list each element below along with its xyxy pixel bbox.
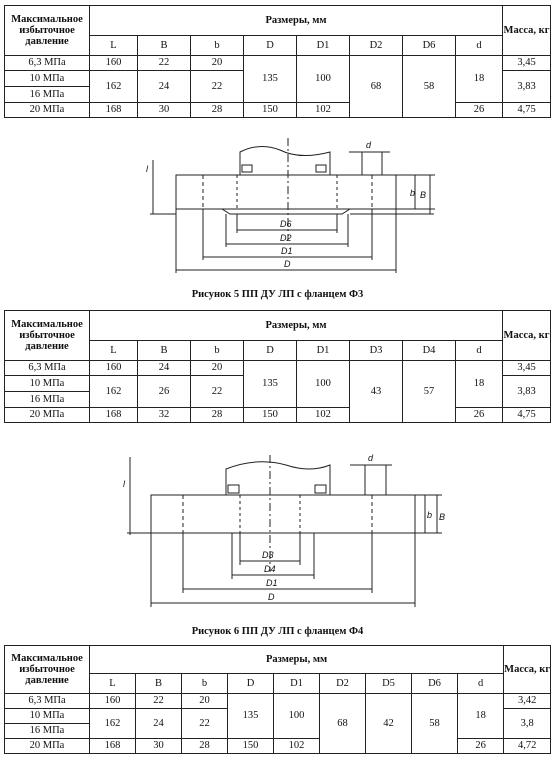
header-dims: Размеры, мм xyxy=(90,6,503,36)
cell-mass: 3,42 xyxy=(504,694,551,709)
cell: 43 xyxy=(350,361,403,423)
header-dims: Размеры, мм xyxy=(90,311,503,341)
dim-inner2: D4 xyxy=(264,564,276,574)
cell: 42 xyxy=(366,694,412,754)
col-header: D2 xyxy=(320,674,366,694)
cell: 24 xyxy=(138,361,191,376)
cell: 30 xyxy=(138,103,191,118)
cell: 22 xyxy=(138,56,191,71)
header-mass: Масса, кг xyxy=(503,6,551,56)
cell: 150 xyxy=(244,103,297,118)
cell: 68 xyxy=(350,56,403,118)
cell: 20 xyxy=(182,694,228,709)
col-header: D2 xyxy=(350,36,403,56)
dim-l: l xyxy=(146,164,148,174)
cell: 162 xyxy=(90,376,138,408)
dim-B: B xyxy=(439,512,446,522)
cell-pressure: 16 МПа xyxy=(5,87,90,103)
cell: 24 xyxy=(136,709,182,739)
col-header: L xyxy=(90,341,138,361)
spec-table-3 xyxy=(4,645,551,754)
cell-mass: 3,83 xyxy=(503,71,551,103)
col-header: D xyxy=(244,36,297,56)
spec-table-1 xyxy=(4,5,551,118)
cell-mass: 3,45 xyxy=(503,56,551,71)
cell-pressure: 10 МПа xyxy=(5,376,90,392)
col-header: D3 xyxy=(350,341,403,361)
col-header: D xyxy=(228,674,274,694)
dim-d: d xyxy=(368,453,374,463)
cell-mass: 4,75 xyxy=(503,103,551,118)
dim-d: d xyxy=(366,140,372,150)
cell-mass: 4,75 xyxy=(503,408,551,423)
dim-b: b xyxy=(427,510,433,520)
col-header: b xyxy=(182,674,228,694)
cell-mass: 3,8 xyxy=(504,709,551,739)
cell: 135 xyxy=(244,361,297,408)
cell: 102 xyxy=(274,739,320,754)
cell: 57 xyxy=(403,361,456,423)
col-header: B xyxy=(136,674,182,694)
dim-outer: D xyxy=(268,592,275,602)
cell: 26 xyxy=(456,103,503,118)
cell: 20 xyxy=(191,361,244,376)
cell-pressure: 10 МПа xyxy=(5,71,90,87)
cell: 22 xyxy=(191,71,244,103)
col-header: L xyxy=(90,674,136,694)
header-pressure: Максимальное избыточное давление xyxy=(5,6,90,56)
cell: 26 xyxy=(138,376,191,408)
figure-caption-2: Рисунок 6 ПП ДУ ЛП с фланцем Ф4 xyxy=(191,626,364,637)
cell-pressure: 10 МПа xyxy=(5,709,90,724)
col-header: D1 xyxy=(297,341,350,361)
cell: 168 xyxy=(90,408,138,423)
col-header: D1 xyxy=(297,36,350,56)
col-header: b xyxy=(191,341,244,361)
col-header: D6 xyxy=(403,36,456,56)
cell: 135 xyxy=(244,56,297,103)
dim-b: b xyxy=(410,188,416,198)
cell-pressure: 20 МПа xyxy=(5,103,90,118)
cell: 135 xyxy=(228,694,274,739)
cell: 30 xyxy=(136,739,182,754)
cell: 28 xyxy=(191,408,244,423)
cell: 168 xyxy=(90,739,136,754)
col-header: b xyxy=(191,36,244,56)
cell-pressure: 16 МПа xyxy=(5,724,90,739)
col-header: D xyxy=(244,341,297,361)
col-header: D1 xyxy=(274,674,320,694)
cell-pressure: 20 МПа xyxy=(5,739,90,754)
cell: 32 xyxy=(138,408,191,423)
cell: 18 xyxy=(458,694,504,739)
cell: 168 xyxy=(90,103,138,118)
col-header: B xyxy=(138,341,191,361)
cell: 18 xyxy=(456,56,503,103)
cell: 22 xyxy=(182,709,228,739)
cell: 26 xyxy=(456,408,503,423)
cell: 58 xyxy=(412,694,458,754)
cell: 68 xyxy=(320,694,366,754)
col-header: B xyxy=(138,36,191,56)
cell: 160 xyxy=(90,56,138,71)
spec-table-2 xyxy=(4,310,551,423)
header-pressure: Максимальное избыточное давление xyxy=(5,311,90,361)
col-header: D5 xyxy=(366,674,412,694)
dim-B: B xyxy=(420,190,427,200)
dim-inner1: D3 xyxy=(262,550,274,560)
cell-mass: 3,83 xyxy=(503,376,551,408)
cell: 24 xyxy=(138,71,191,103)
cell-pressure: 6,3 МПа xyxy=(5,694,90,709)
cell: 162 xyxy=(90,709,136,739)
cell: 100 xyxy=(297,56,350,103)
cell-pressure: 20 МПа xyxy=(5,408,90,423)
cell: 162 xyxy=(90,71,138,103)
col-header: L xyxy=(90,36,138,56)
dim-mid: D1 xyxy=(281,246,293,256)
cell: 102 xyxy=(297,408,350,423)
cell: 58 xyxy=(403,56,456,118)
cell-pressure: 6,3 МПа xyxy=(5,361,90,376)
cell: 22 xyxy=(191,376,244,408)
cell: 160 xyxy=(90,694,136,709)
cell: 28 xyxy=(191,103,244,118)
cell-pressure: 6,3 МПа xyxy=(5,56,90,71)
col-header: d xyxy=(458,674,504,694)
col-header: D6 xyxy=(412,674,458,694)
cell: 20 xyxy=(191,56,244,71)
dim-outer: D xyxy=(284,259,291,269)
dim-inner1: D6 xyxy=(280,219,292,229)
cell-mass: 4,72 xyxy=(504,739,551,754)
cell-mass: 3,45 xyxy=(503,361,551,376)
header-pressure: Максимальное избыточное давление xyxy=(5,646,90,694)
header-mass: Масса, кг xyxy=(504,646,551,694)
header-mass: Масса, кг xyxy=(503,311,551,361)
cell: 28 xyxy=(182,739,228,754)
dim-inner2: D2 xyxy=(280,233,292,243)
cell: 100 xyxy=(297,361,350,408)
col-header: d xyxy=(456,341,503,361)
col-header: d xyxy=(456,36,503,56)
flange-drawing-2 xyxy=(0,447,555,612)
cell: 150 xyxy=(228,739,274,754)
dim-mid: D1 xyxy=(266,578,278,588)
cell: 102 xyxy=(297,103,350,118)
header-dims: Размеры, мм xyxy=(90,646,504,674)
col-header: D4 xyxy=(403,341,456,361)
figure-caption-1: Рисунок 5 ПП ДУ ЛП с фланцем Ф3 xyxy=(191,289,364,300)
dim-l: l xyxy=(123,479,125,489)
flange-drawing-1 xyxy=(0,130,555,280)
cell-pressure: 16 МПа xyxy=(5,392,90,408)
cell: 100 xyxy=(274,694,320,739)
cell: 160 xyxy=(90,361,138,376)
cell: 26 xyxy=(458,739,504,754)
cell: 22 xyxy=(136,694,182,709)
cell: 150 xyxy=(244,408,297,423)
cell: 18 xyxy=(456,361,503,408)
